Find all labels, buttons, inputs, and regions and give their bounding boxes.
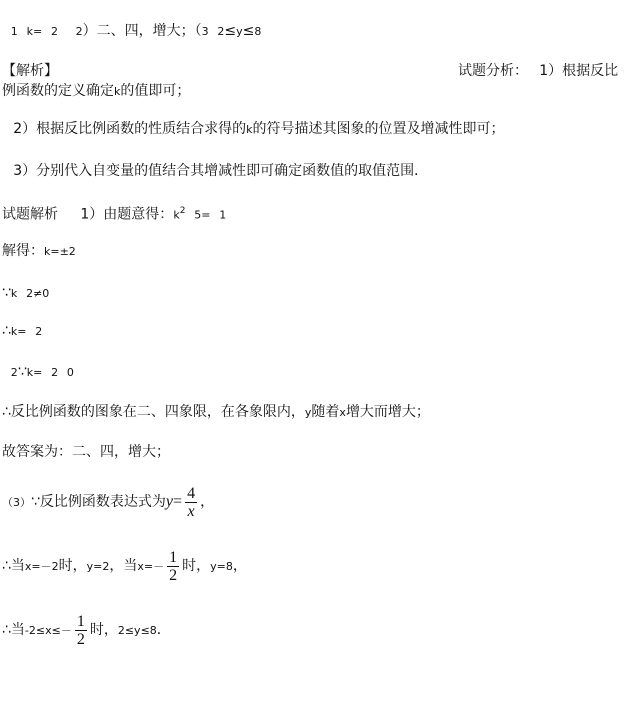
equation: 2≤y≤8 bbox=[117, 624, 157, 637]
leq-symbol: ≤ bbox=[242, 23, 255, 39]
numerator: 1 bbox=[76, 612, 85, 630]
part-label: （3） bbox=[2, 496, 31, 509]
text-span: 故答案为：二、四，增大； bbox=[2, 444, 170, 460]
equation: y=2 bbox=[86, 560, 110, 573]
part3-line-2 bbox=[2, 546, 247, 587]
text-span: ， bbox=[200, 494, 215, 510]
text-span: 试题解析1）由题意得： bbox=[2, 206, 174, 223]
text-span: 时， bbox=[58, 558, 87, 574]
analysis-intro-text: 试题分析：1）根据反比 bbox=[458, 63, 619, 79]
answer-line-1 bbox=[2, 21, 270, 42]
text-span: ，当 bbox=[109, 558, 138, 574]
text-span: 例函数的定义确定 bbox=[2, 83, 114, 99]
answer-range-left: 32 bbox=[201, 25, 225, 38]
text-span: 3）分别代入自变量的值结合其增减性即可确定函数值的取值范围． bbox=[2, 163, 429, 179]
equation: y=8 bbox=[210, 560, 233, 573]
solution-line-3 bbox=[2, 283, 58, 304]
fraction-1-over-2 bbox=[75, 613, 87, 648]
solution-line-4 bbox=[2, 321, 51, 342]
text-span: ． bbox=[156, 622, 171, 638]
because-symbol: ∵ bbox=[2, 285, 11, 301]
analysis-line-2 bbox=[2, 119, 504, 140]
equation: k=2 bbox=[10, 325, 52, 338]
answer-summary bbox=[2, 442, 170, 462]
text-span: ， bbox=[232, 558, 247, 574]
fraction-4-over-x bbox=[185, 485, 197, 520]
equals-sign: = bbox=[173, 493, 183, 510]
analysis-heading bbox=[2, 61, 58, 81]
solution-line-1 bbox=[2, 201, 235, 226]
var-k: k bbox=[173, 208, 180, 222]
text-span: 增大而增大； bbox=[345, 404, 430, 420]
var-k: k bbox=[114, 85, 121, 98]
denominator: 2 bbox=[76, 630, 85, 648]
analysis-line-3 bbox=[2, 161, 428, 181]
var-y: y bbox=[165, 493, 174, 510]
denominator: 2 bbox=[169, 566, 178, 584]
text-span: 解得： bbox=[2, 243, 44, 259]
text-span: 2）根据反比例函数的性质结合求得的 bbox=[2, 121, 247, 137]
answer-part2: ）二、四，增大；（ bbox=[82, 23, 202, 39]
analysis-label: 【解析】 bbox=[2, 63, 58, 79]
part3-line-3 bbox=[2, 610, 171, 651]
because-symbol: ∵ bbox=[17, 364, 27, 380]
analysis-intro bbox=[458, 61, 618, 81]
equation: k=±2 bbox=[44, 245, 85, 258]
equation: x=－ bbox=[137, 560, 165, 573]
text-span: 随着 bbox=[311, 404, 340, 420]
equation: x=－2 bbox=[24, 560, 59, 573]
text-span: 的符号描述其图象的位置及增减性即可； bbox=[252, 121, 505, 137]
text-span: ∴当 bbox=[2, 622, 25, 638]
solution-line-6 bbox=[2, 402, 430, 423]
text-span: ∴反比例函数的图象在二、四象限，在各象限内， bbox=[2, 404, 305, 420]
part-label: 2 bbox=[2, 366, 18, 379]
solution-line-2 bbox=[2, 241, 85, 262]
text-span: ∵反比例函数表达式为 bbox=[31, 494, 166, 510]
numerator: 1 bbox=[169, 548, 178, 566]
text-span: 时， bbox=[89, 622, 118, 638]
exponent: 2 bbox=[179, 206, 186, 216]
part3-line-1 bbox=[2, 482, 214, 523]
text-span: 时， bbox=[182, 558, 211, 574]
answer-range-right: 8 bbox=[254, 25, 271, 38]
numerator: 4 bbox=[187, 484, 196, 502]
equation: k=20 bbox=[26, 366, 83, 379]
var-k: k bbox=[246, 123, 253, 136]
fraction-1-over-2 bbox=[167, 549, 179, 584]
equation: -2≤x≤－ bbox=[24, 624, 72, 637]
denominator: x bbox=[187, 502, 195, 520]
leq-symbol: ≤ bbox=[224, 23, 237, 39]
therefore-symbol: ∴ bbox=[2, 323, 11, 339]
text-span: 的值即可； bbox=[120, 83, 191, 99]
var-y: y bbox=[236, 25, 243, 38]
text-span: ∴当 bbox=[2, 558, 25, 574]
answer-k-value: 1k=22 bbox=[2, 25, 83, 38]
var-y: y bbox=[304, 406, 312, 419]
equation: k2≠0 bbox=[10, 287, 59, 300]
var-x: x bbox=[339, 406, 346, 419]
solution-line-5 bbox=[2, 362, 83, 383]
equation-rest: 5=1 bbox=[185, 208, 236, 222]
analysis-line-1b bbox=[2, 81, 190, 102]
